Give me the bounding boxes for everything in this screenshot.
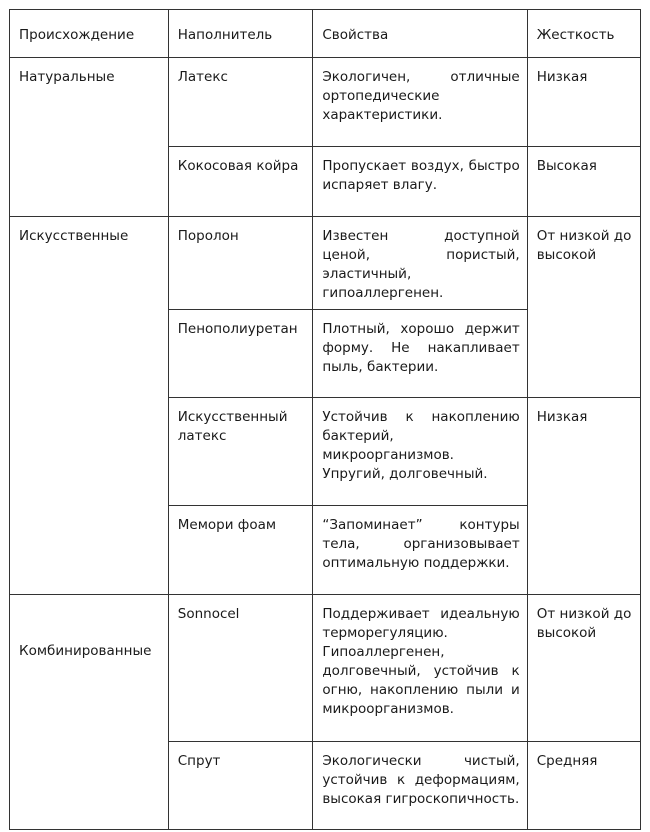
origin-natural: Натуральные	[10, 58, 169, 217]
table-row	[10, 595, 641, 742]
filler-cell: Sonnocel	[168, 595, 313, 742]
filler-cell: Кокосовая койра	[168, 147, 313, 217]
properties-cell: Пропускает воздух, быстро испаряет влагу.	[313, 147, 527, 217]
properties-cell: Устойчив к накоплению бактерий, микроорганизмов. Упругий, долговечный.	[313, 398, 527, 506]
table-header-row	[10, 10, 641, 58]
filler-cell: Пенополиуретан	[168, 310, 313, 398]
table-row	[10, 58, 641, 147]
properties-cell: Поддерживает идеальную терморегуляцию. Гипоаллергенен, долговечный, устойчив к огню, накоплению пыли и микроорганизмов.	[313, 595, 527, 742]
filler-cell: Латекс	[168, 58, 313, 147]
origin-combined: Комбинированные	[10, 595, 169, 830]
hardness-cell: От низкой до высокой	[527, 217, 640, 398]
header-origin: Происхождение	[10, 10, 169, 58]
hardness-cell: Высокая	[527, 147, 640, 217]
properties-cell: “Запоминает” контуры тела, организовывает оптимальную поддержки.	[313, 506, 527, 595]
hardness-cell: От низкой до высокой	[527, 595, 640, 742]
header-filler: Наполнитель	[168, 10, 313, 58]
filler-cell: Спрут	[168, 742, 313, 830]
hardness-cell: Низкая	[527, 58, 640, 147]
filler-cell: Мемори фоам	[168, 506, 313, 595]
hardness-cell: Низкая	[527, 398, 640, 595]
table-row	[10, 217, 641, 310]
header-hardness: Жесткость	[527, 10, 640, 58]
filler-cell: Искусственный латекс	[168, 398, 313, 506]
hardness-cell: Средняя	[527, 742, 640, 830]
mattress-filler-table	[9, 9, 641, 830]
properties-cell: Известен доступной ценой, пористый, эластичный, гипоаллергенен.	[313, 217, 527, 310]
properties-cell: Экологически чистый, устойчив к деформациям, высокая гигроскопичность.	[313, 742, 527, 830]
properties-cell: Плотный, хорошо держит форму. Не накапливает пыль, бактерии.	[313, 310, 527, 398]
properties-cell: Экологичен, отличные ортопедические характеристики.	[313, 58, 527, 147]
origin-artificial: Искусственные	[10, 217, 169, 595]
filler-cell: Поролон	[168, 217, 313, 310]
header-properties: Свойства	[313, 10, 527, 58]
